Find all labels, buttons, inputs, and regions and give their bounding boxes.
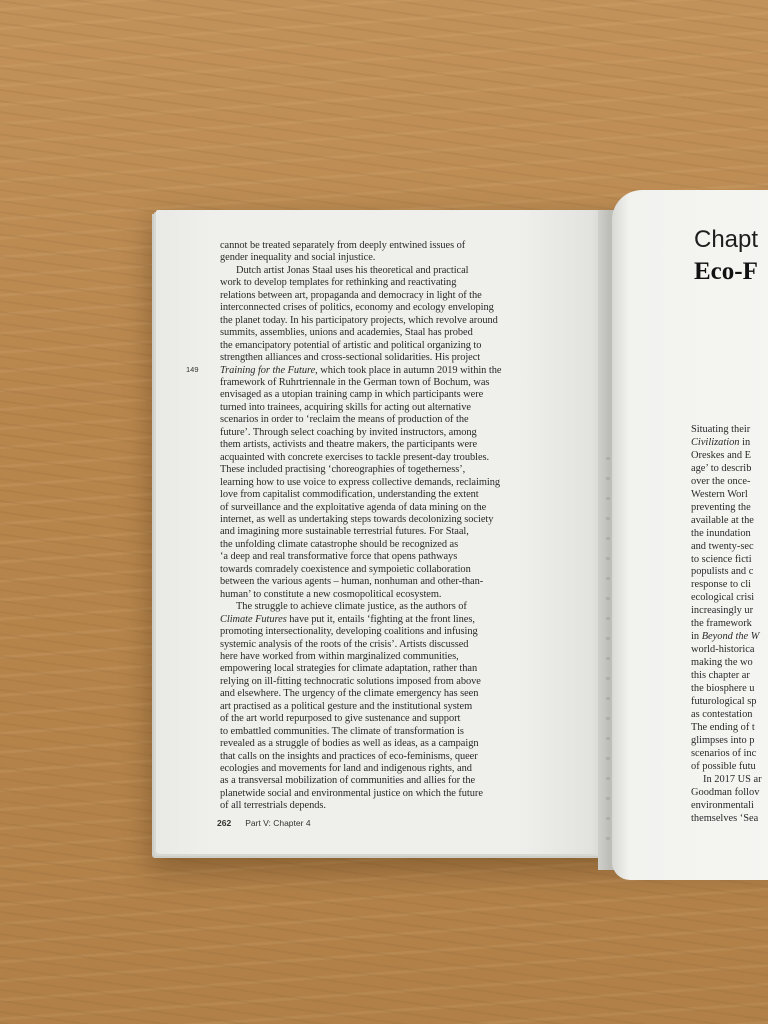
text-line: of all terrestrials depends. bbox=[220, 800, 326, 812]
text-line: populists and c bbox=[691, 566, 754, 578]
text-line: and twenty-sec bbox=[691, 540, 754, 552]
page-number: 262 bbox=[217, 818, 232, 828]
text-line: Dutch artist Jonas Staal uses his theoretical and practical bbox=[236, 264, 469, 276]
text-line: the inundation bbox=[691, 527, 751, 539]
text-line: art practised as a political gesture and the institutional system bbox=[220, 700, 473, 712]
text-line: as contestation bbox=[691, 708, 753, 720]
page-footer bbox=[217, 818, 311, 828]
text-line: turned into trainees, acquiring skills for acting out alternative bbox=[220, 401, 471, 413]
text-line: human’ to constitute a new cosmopolitical ecosystem. bbox=[220, 588, 442, 600]
text-line: The ending of t bbox=[691, 721, 755, 733]
text-line: scenarios in order to ‘reclaim the means of production of the bbox=[220, 414, 469, 426]
text-line: in Beyond the W bbox=[691, 631, 760, 643]
text-line: here have worked from within marginalized communities, bbox=[220, 650, 459, 662]
text-line: work to develop templates for rethinking and reactivating bbox=[220, 277, 457, 289]
text-line: age’ to describ bbox=[691, 462, 752, 474]
text-line: to embattled communities. The climate of transformation is bbox=[220, 725, 464, 737]
text-line: Climate Futures have put it, entails ‘fighting at the front lines, bbox=[220, 613, 475, 625]
text-line: Oreskes and E bbox=[691, 449, 752, 461]
text-line: love from capitalist commodification, understanding the extent bbox=[220, 489, 479, 501]
text-line: planetwide social and environmental justice on which the future bbox=[220, 787, 483, 799]
text-line: the planet today. In his participatory projects, which revolve around bbox=[220, 314, 498, 326]
text-line: strengthen alliances and cross-sectional solidarities. His project bbox=[220, 352, 481, 364]
text-line: of possible futu bbox=[691, 760, 756, 772]
text-line: summits, assemblies, unions and academies, Staal has probed bbox=[220, 327, 473, 339]
text-line: of surveillance and the exploitative agenda of data mining on the bbox=[220, 501, 487, 513]
chapter-title: Eco-F bbox=[694, 258, 758, 285]
text-line: future’. Through select coaching by invited instructors, among bbox=[220, 426, 477, 438]
text-line: acquainted with concrete exercises to tackle present-day troubles. bbox=[220, 451, 490, 463]
text-line: gender inequality and social injustice. bbox=[220, 252, 376, 264]
text-line: learning how to use voice to express collective demands, reclaiming bbox=[220, 476, 500, 488]
text-line: Civilization in bbox=[691, 436, 751, 448]
text-line: ecological crisi bbox=[691, 592, 755, 604]
text-line: the unfolding climate catastrophe should be recognized as bbox=[220, 538, 459, 550]
text-line: as a transversal mobilization of communities and allies for the bbox=[220, 775, 476, 787]
text-line: them artists, activists and theatre makers, the participants were bbox=[220, 439, 478, 451]
text-line: that calls on the insights and practices of eco-feminisms, queer bbox=[220, 750, 478, 762]
text-line: towards comradely coexistence and sympoietic collaboration bbox=[220, 563, 471, 575]
text-line: internet, as well as undertaking steps towards decolonizing society bbox=[220, 513, 494, 525]
left-page-body-text bbox=[220, 240, 540, 813]
text-line: increasingly ur bbox=[691, 605, 754, 617]
text-line: cannot be treated separately from deeply entwined issues of bbox=[220, 240, 466, 251]
text-line: the biosphere u bbox=[691, 683, 755, 695]
margin-note-number: 149 bbox=[186, 365, 199, 374]
text-line: Situating their bbox=[691, 424, 751, 435]
text-line: preventing the bbox=[691, 501, 751, 513]
text-line: interconnected crises of politics, economy and ecology enveloping bbox=[220, 302, 494, 314]
text-line: world-historica bbox=[691, 644, 755, 656]
text-line: futurological sp bbox=[691, 696, 757, 708]
text-line: the framework bbox=[691, 618, 752, 630]
text-line: making the wo bbox=[691, 657, 753, 669]
text-line: this chapter ar bbox=[691, 670, 750, 682]
text-line: glimpses into p bbox=[691, 734, 755, 746]
text-line: the emancipatory potential of artistic and political organizing to bbox=[220, 339, 482, 351]
text-line: relations between art, propaganda and democracy in light of the bbox=[220, 289, 482, 301]
text-line: In 2017 US ar bbox=[703, 773, 762, 785]
text-line: systemic analysis of the roots of the crisis’. Artists discussed bbox=[220, 638, 469, 650]
text-line: and imagining more sustainable terrestrial futures. For Staal, bbox=[220, 526, 469, 538]
text-line: between the various agents – human, nonhuman and other-than- bbox=[220, 576, 484, 588]
text-line: revealed as a struggle of bodies as well as ideas, as a campaign bbox=[220, 738, 479, 750]
text-line: relying on ill-fitting technocratic solutions imposed from above bbox=[220, 675, 481, 687]
text-line: The struggle to achieve climate justice, as the authors of bbox=[236, 601, 467, 613]
text-line: environmentali bbox=[691, 799, 754, 811]
text-line: framework of Ruhrtriennale in the German town of Bochum, was bbox=[220, 376, 490, 388]
text-line: promoting intersectionality, developing coalitions and infusing bbox=[220, 626, 478, 638]
binding-perforations bbox=[606, 440, 610, 840]
text-line: envisaged as a utopian training camp in which participants were bbox=[220, 389, 484, 401]
text-line: These included practising ‘choreographies of togetherness’, bbox=[220, 464, 466, 476]
text-line: ecologies and movements for land and indigenous rights, and bbox=[220, 763, 472, 775]
text-line: themselves ‘Sea bbox=[691, 812, 759, 824]
right-page-body-text bbox=[691, 424, 768, 826]
text-line: and elsewhere. The urgency of the climate emergency has seen bbox=[220, 688, 479, 700]
text-line: Training for the Future, which took place in autumn 2019 within the bbox=[220, 364, 502, 376]
text-line: over the once- bbox=[691, 475, 751, 487]
text-line: to science ficti bbox=[691, 553, 752, 565]
text-line: of the art world repurposed to give sustenance and support bbox=[220, 713, 461, 725]
text-line: Goodman follov bbox=[691, 786, 760, 798]
text-line: Western Worl bbox=[691, 488, 748, 500]
text-line: response to cli bbox=[691, 579, 752, 591]
running-footer-section: Part V: Chapter 4 bbox=[245, 818, 311, 828]
text-line: available at the bbox=[691, 514, 754, 526]
text-line: ‘a deep and real transformative force that opens pathways bbox=[220, 551, 458, 563]
text-line: scenarios of inc bbox=[691, 747, 757, 759]
text-line: empowering local strategies for climate adaptation, rather than bbox=[220, 663, 478, 675]
chapter-label: Chapt bbox=[694, 226, 759, 253]
